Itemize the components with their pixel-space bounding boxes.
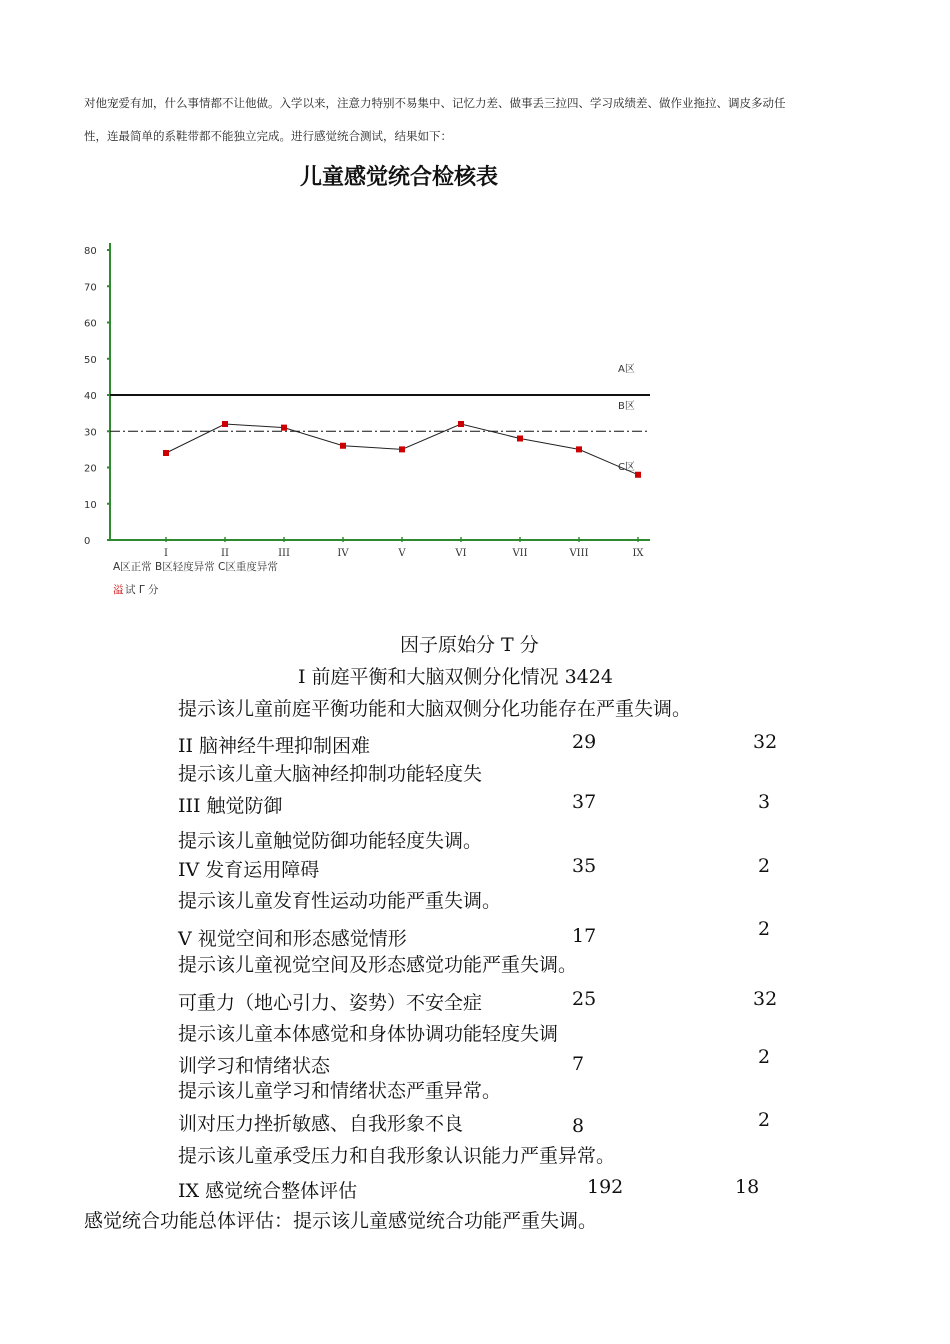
factor-6-raw: 25 — [572, 988, 597, 1010]
factor-6-note: 提示该儿童本体感觉和身体协调功能轻度失调 — [178, 1023, 559, 1045]
factor-4-name: IV 发育运用障碍 — [178, 859, 320, 881]
data-point — [517, 436, 523, 442]
data-point — [222, 421, 228, 427]
factor-2-raw: 29 — [572, 731, 597, 753]
y-tick-label: 0 — [84, 536, 91, 547]
factor-5-t: 2 — [758, 918, 771, 940]
factor-8-t: 2 — [758, 1109, 771, 1131]
x-tick-label: IV — [337, 548, 349, 559]
zone-label-c: C区 — [618, 462, 635, 473]
factor-6-name: 可重力（地心引力、姿势）不安全症 — [178, 992, 483, 1014]
data-point — [281, 425, 287, 431]
sensory-integration-chart — [0, 0, 950, 610]
zone-label-b: B区 — [618, 401, 635, 412]
data-point — [458, 421, 464, 427]
factor-3-name: III 触觉防御 — [178, 795, 283, 817]
data-point — [163, 450, 169, 456]
factor-9-name: IX 感觉统合整体评估 — [178, 1180, 358, 1202]
factor-5-raw: 17 — [572, 925, 597, 947]
data-point — [340, 443, 346, 449]
factor-7-raw: 7 — [572, 1053, 585, 1075]
table-header: 因子原始分 T 分 — [400, 634, 539, 656]
factor-8-raw: 8 — [572, 1115, 585, 1137]
summary: 感觉统合功能总体评估：提示该儿童感觉统合功能严重失调。 — [84, 1210, 598, 1232]
factor-7-t: 2 — [758, 1046, 771, 1068]
factor-5-note: 提示该儿童视觉空间及形态感觉功能严重失调。 — [178, 954, 578, 976]
footer-red: 溢 — [113, 584, 124, 596]
y-tick-label: 70 — [84, 282, 97, 294]
chart-title: 儿童感觉统合检核表 — [300, 165, 499, 190]
factor-3-note: 提示该儿童触觉防御功能轻度失调。 — [178, 830, 483, 852]
factor-2-note: 提示该儿童大脑神经抑制功能轻度失 — [178, 763, 483, 785]
factor-5-name: V 视觉空间和形态感觉情形 — [178, 928, 407, 950]
x-tick-label: VII — [512, 548, 528, 559]
x-tick-label: I — [164, 548, 168, 559]
y-tick-label: 10 — [84, 499, 97, 511]
zone-legend: A区正常 B区轻度异常 C区重度异常 — [113, 561, 278, 573]
factor-4-note: 提示该儿童发育性运动功能严重失调。 — [178, 890, 502, 912]
x-tick-label: II — [221, 548, 229, 559]
factor-row-1: I 前庭平衡和大脑双侧分化情况 3424 — [298, 666, 613, 688]
y-tick-label: 80 — [84, 246, 97, 257]
factor-1-note: 提示该儿童前庭平衡功能和大脑双侧分化功能存在严重失调。 — [178, 698, 692, 720]
factor-3-t: 3 — [758, 791, 771, 813]
factor-2-name: II 脑神经牛理抑制困难 — [178, 735, 371, 757]
data-point — [635, 472, 641, 478]
factor-8-note: 提示该儿童承受压力和自我形象认识能力严重异常。 — [178, 1145, 616, 1167]
intro-line-2: 性，连最简单的系鞋带都不能独立完成。进行感觉统合测试，结果如下： — [84, 129, 452, 143]
x-tick-label: V — [398, 548, 406, 559]
factor-3-raw: 37 — [572, 791, 597, 813]
data-point — [399, 446, 405, 452]
y-tick-label: 60 — [84, 318, 97, 330]
zone-label-a: A区 — [618, 364, 635, 375]
factor-9-raw: 192 — [587, 1176, 624, 1198]
factor-4-raw: 35 — [572, 855, 597, 877]
factor-8-name: 训对压力挫折敏感、自我形象不良 — [178, 1113, 464, 1135]
y-tick-label: 50 — [84, 354, 97, 366]
factor-7-note: 提示该儿童学习和情绪状态严重异常。 — [178, 1080, 502, 1102]
data-point — [576, 446, 582, 452]
y-tick-label: 20 — [84, 463, 97, 475]
factor-4-t: 2 — [758, 855, 771, 877]
intro-line-1: 对他宠爱有加，什么事情都不让他做。入学以来，注意力特别不易集中、记忆力差、做事丢三拉四、学习成绩差、做作业拖拉、调皮多动任 — [84, 96, 786, 110]
x-tick-label: IX — [632, 548, 644, 559]
y-tick-label: 40 — [84, 391, 97, 402]
x-tick-label: VI — [455, 548, 467, 559]
footer-black: 试 Γ 分 — [125, 584, 159, 596]
factor-6-t: 32 — [753, 988, 778, 1010]
factor-9-t: 18 — [735, 1176, 760, 1198]
factor-7-name: 训学习和情绪状态 — [178, 1055, 331, 1077]
y-tick-label: 30 — [84, 427, 97, 439]
x-tick-label: VIII — [569, 548, 589, 559]
factor-2-t: 32 — [753, 731, 778, 753]
x-tick-label: III — [278, 548, 290, 559]
